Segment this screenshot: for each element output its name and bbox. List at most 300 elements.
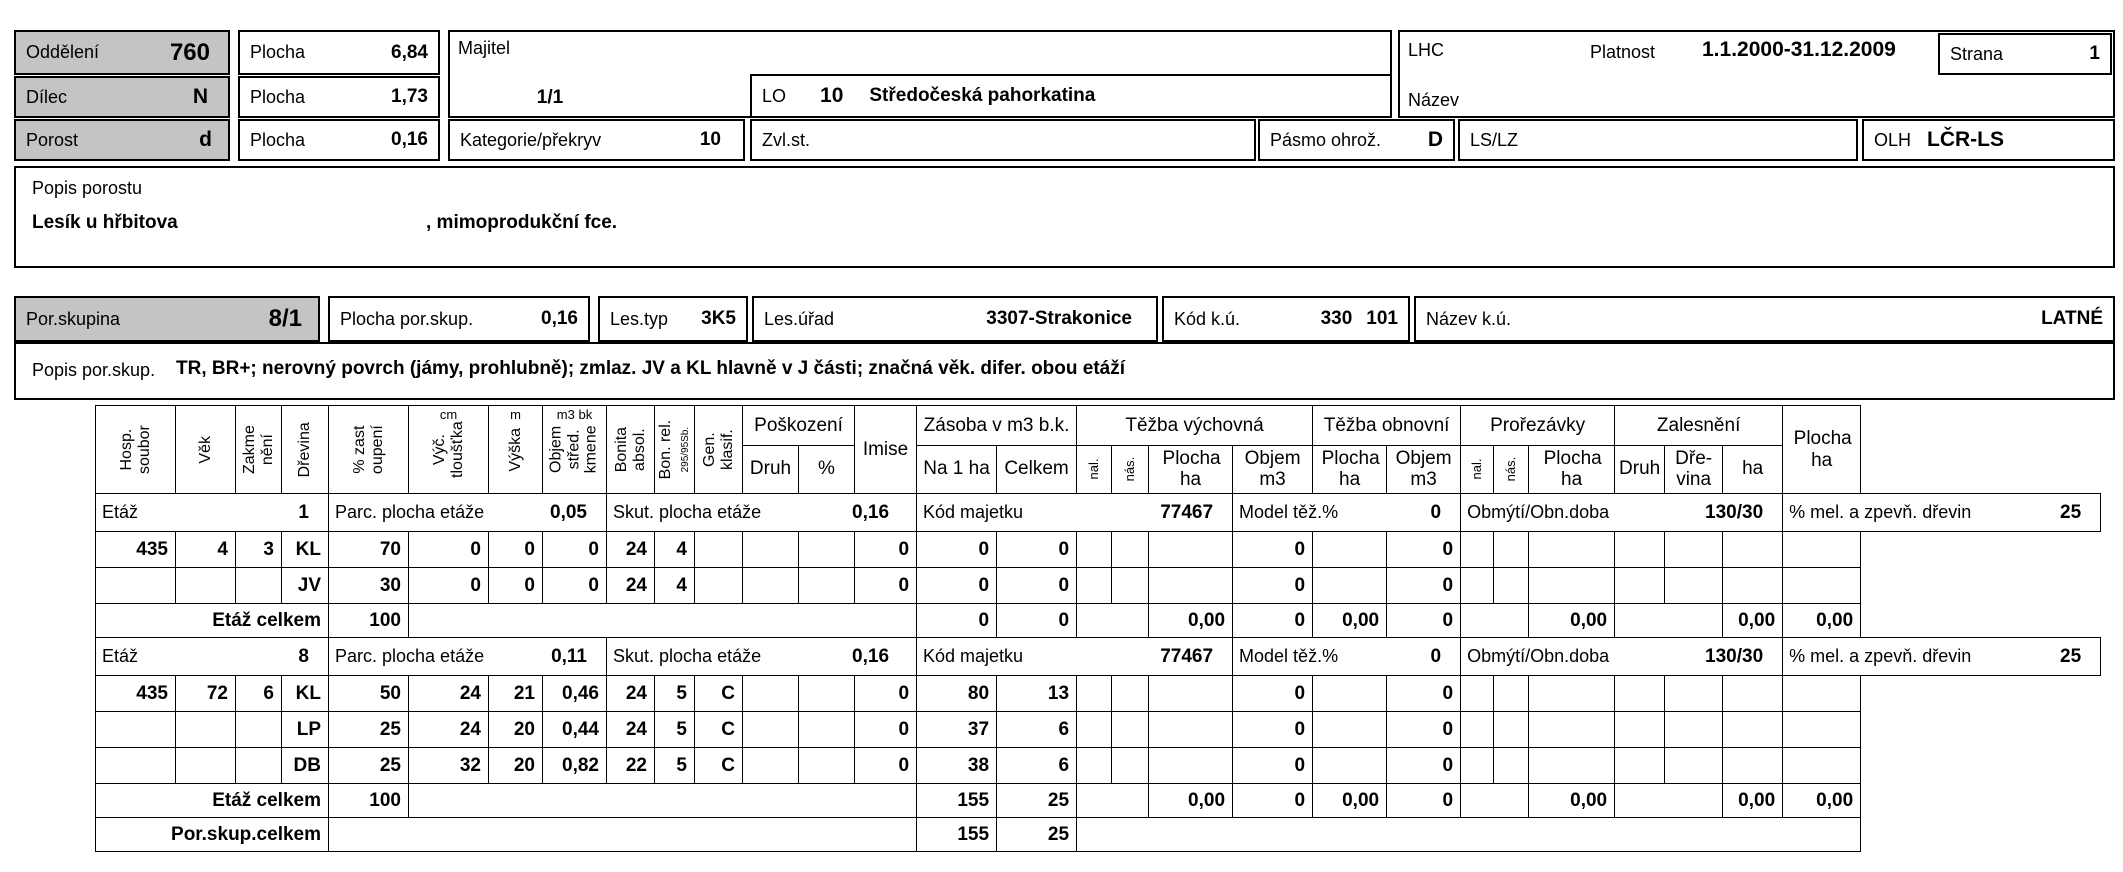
cell: 20 [489,748,543,784]
nazev-label: Název [1408,90,1460,110]
species-row [96,676,2101,712]
cell: 0,00 [1723,784,1783,818]
cell [743,748,799,784]
nazev-ku-label: Název k.ú. [1426,308,1512,329]
cell: 32 [409,748,489,784]
group-zasoba: Zásoba v m3 b.k. [917,406,1077,446]
cell: 30 [329,568,409,604]
cell: 25 [329,748,409,784]
col-celkem: Celkem [997,446,1077,494]
zvlst-label: Zvl.st. [762,129,810,150]
cell: 37 [917,712,997,748]
cell: 4 [176,532,236,568]
cell: 0 [1387,748,1461,784]
cell [1461,784,1529,818]
col-poskozeni-proc: % [799,446,855,494]
cell [1149,568,1233,604]
cell [1665,712,1723,748]
spacer [1861,568,2101,604]
cell [1615,568,1665,604]
cell: 13 [997,676,1077,712]
lo-box [750,74,1392,118]
etaz-band-row [96,638,2101,676]
col-pr-plocha: Plocha ha [1529,446,1615,494]
cell [1077,748,1112,784]
cell: 24 [409,712,489,748]
cell [176,748,236,784]
cell: 0 [1233,784,1313,818]
cell: 0 [1387,676,1461,712]
cell: 0 [855,748,917,784]
cell: 38 [917,748,997,784]
obmyti-cell: Obmýtí/Obn.doba 130/30 [1461,638,1783,676]
cell: 0,00 [1149,784,1233,818]
cell [1077,676,1112,712]
plocha-label: Plocha [250,86,306,107]
cell [1494,568,1529,604]
cell [799,748,855,784]
cell: 155 [917,784,997,818]
mel-cell: % mel. a zpevň. dřevin 25 [1783,638,2101,676]
cell [329,818,917,852]
platnost-value: 1.1.2000-31.12.2009 [1702,38,1896,61]
etaz-cell: Etáž 1 [96,494,329,532]
les-typ-label: Les.typ [610,308,669,329]
plocha-oddeleni-value: 6,84 [391,41,428,63]
col-objem-kmene: m3 bk Objem střed. kmene [543,406,607,494]
table-header-row-1 [96,406,2101,446]
cell [743,568,799,604]
spacer [1861,748,2101,784]
platnost-label: Platnost [1590,42,1656,62]
cell [1615,784,1723,818]
cell: 0 [489,532,543,568]
cell: 435 [96,532,176,568]
col-tv-objem: Objem m3 [1233,446,1313,494]
col-zal-drevina: Dře- vina [1665,446,1723,494]
species-row [96,532,2101,568]
etaz-band-row [96,494,2101,532]
cell: 3 [236,532,282,568]
cell: 24 [607,532,655,568]
group-prorezavky: Prořezávky [1461,406,1615,446]
cell [695,568,743,604]
olh-label: OLH [1874,129,1912,150]
cell: 0 [1387,784,1461,818]
cell: 0 [997,604,1077,638]
porskup-celkem-row [96,818,2101,852]
cell: 0 [855,712,917,748]
cell [1112,568,1149,604]
cell [1149,676,1233,712]
kod-ku-box [1162,296,1410,342]
cell [1077,604,1149,638]
dilec-box [14,76,230,118]
cell: 0,00 [1313,784,1387,818]
spacer [1861,604,2101,638]
dilec-label: Dílec [26,86,68,107]
les-urad-value: 3307-Strakonice [986,308,1132,329]
cell [1529,676,1615,712]
cell: 5 [655,712,695,748]
cell: C [695,748,743,784]
plocha-por-skup-value: 0,16 [541,308,578,329]
cell [1112,748,1149,784]
cell: 6 [997,748,1077,784]
popis-por-skup-text: TR, BR+; nerovný povrch (jámy, prohlubně); zmlaz. JV a KL hlavně v J části; značná věk. difer. obou etáží [176,358,1126,379]
etaz-celkem-label: Etáž celkem [96,784,329,818]
col-hosp-soubor: Hosp. soubor [96,406,176,494]
cell: 0 [855,676,917,712]
cell: 0 [1233,748,1313,784]
cell [1783,568,1861,604]
kod-ku-value-2: 101 [1366,308,1398,329]
cell [1723,712,1783,748]
drevina-cell: LP [282,712,329,748]
cell [1783,532,1861,568]
cell: 0 [1233,568,1313,604]
col-vek: Věk [176,406,236,494]
cell [1461,568,1494,604]
cell [799,676,855,712]
model-tez-cell: Model těž.% 0 [1233,494,1461,532]
cell: 0,44 [543,712,607,748]
cell [409,784,917,818]
etaz-celkem-row [96,604,2101,638]
species-row [96,712,2101,748]
cell: 24 [607,676,655,712]
oddeleni-label: Oddělení [26,42,100,62]
cell [409,604,917,638]
popis-porostu-note: , mimoprodukční fce. [426,212,618,233]
mel-cell: % mel. a zpevň. dřevin 25 [1783,494,2101,532]
popis-porostu-name: Lesík u hřbitova [32,212,178,233]
por-skupina-box [14,296,320,342]
cell [1723,676,1783,712]
cell: 0 [543,532,607,568]
cell: 0 [1387,532,1461,568]
kategorie-label: Kategorie/překryv [460,129,602,150]
cell [1149,532,1233,568]
les-urad-box [752,296,1158,342]
cell: 0,00 [1783,604,1861,638]
majitel-label: Majitel [458,38,511,58]
cell [1615,532,1665,568]
cell: 0 [997,532,1077,568]
cell [1461,604,1529,638]
cell: 0 [855,568,917,604]
species-row [96,748,2101,784]
cell: 25 [329,712,409,748]
cell [1112,532,1149,568]
cell [743,676,799,712]
group-zalesneni: Zalesnění [1615,406,1783,446]
cell: 20 [489,712,543,748]
parc-plocha-cell: Parc. plocha etáže 0,11 [329,638,607,676]
group-tezba-vychovna: Těžba výchovná [1077,406,1313,446]
pasmo-value: D [1427,128,1443,151]
cell: 5 [655,676,695,712]
strana-box [1938,33,2112,75]
col-vyska: m Výška [489,406,543,494]
col-na1ha: Na 1 ha [917,446,997,494]
cell [1665,676,1723,712]
model-tez-cell: Model těž.% 0 [1233,638,1461,676]
col-drevina: Dřevina [282,406,329,494]
cell: 6 [997,712,1077,748]
cell: 435 [96,676,176,712]
cell: 0 [409,568,489,604]
cell: C [695,676,743,712]
cell: 22 [607,748,655,784]
plocha-label: Plocha [250,129,306,150]
cell [1461,748,1494,784]
popis-por-skup-box [14,342,2115,400]
cell [1077,532,1112,568]
cell: 24 [607,568,655,604]
col-zakmeneni: Zakme nění [236,406,282,494]
zvlst-box [750,119,1256,161]
plocha-dilec-value: 1,73 [391,86,428,107]
cell: 100 [329,604,409,638]
drevina-cell: KL [282,676,329,712]
cell: 70 [329,532,409,568]
cell [1615,676,1665,712]
nazev-ku-box [1414,296,2115,342]
cell [1783,676,1861,712]
cell: 0 [1233,532,1313,568]
cell [176,568,236,604]
cell: 155 [917,818,997,852]
cell: 0 [855,532,917,568]
cell: 72 [176,676,236,712]
cell [1529,532,1615,568]
cell: 0,00 [1783,784,1861,818]
cell [1077,818,1861,852]
cell [1494,748,1529,784]
cell [1615,604,1723,638]
col-tv-nas: nás. [1112,446,1149,494]
cell: 0 [917,532,997,568]
popis-por-skup-label: Popis por.skup. [32,360,156,380]
cell [96,748,176,784]
plocha-label: Plocha [250,42,306,62]
cell: 0 [1387,568,1461,604]
cell: 4 [655,532,695,568]
por-skupina-label: Por.skupina [26,308,121,329]
col-tv-nal: nal. [1077,446,1112,494]
col-plocha-ha: Plocha ha [1783,406,1861,494]
cell [1615,712,1665,748]
cell [1665,532,1723,568]
cell: 0 [543,568,607,604]
cell [1313,712,1387,748]
kod-majetku-cell: Kód majetku 77467 [917,638,1233,676]
oddeleni-box [14,30,230,75]
majitel-value: 1/1 [536,87,564,108]
popis-porostu-label: Popis porostu [32,178,143,198]
cell [236,748,282,784]
cell [1112,676,1149,712]
cell [1665,748,1723,784]
lhc-label: LHC [1408,40,1445,60]
cell [1665,568,1723,604]
les-urad-label: Les.úřad [764,308,835,329]
cell: 0 [409,532,489,568]
col-to-objem: Objem m3 [1387,446,1461,494]
drevina-cell: KL [282,532,329,568]
dilec-value: N [192,85,208,108]
plocha-por-skup-box [328,296,590,342]
cell: 25 [997,784,1077,818]
cell [1723,568,1783,604]
cell: 5 [655,748,695,784]
cell [1077,568,1112,604]
plocha-porost-value: 0,16 [391,129,428,150]
etaz-table [95,405,2101,852]
spacer [1861,676,2101,712]
cell: 0,00 [1149,604,1233,638]
porost-box [14,119,230,161]
col-poskozeni-druh: Druh [743,446,799,494]
plocha-oddeleni-box [238,30,440,75]
col-vyc-tloustka: cm Výč. tloušťka [409,406,489,494]
cell [1313,532,1387,568]
popis-porostu-box [14,166,2115,268]
cell: 0 [1387,712,1461,748]
lo-label: LO [762,85,787,106]
cell [1461,676,1494,712]
cell: 0,00 [1529,784,1615,818]
cell [1723,532,1783,568]
spacer [1861,532,2101,568]
cell: 0 [917,604,997,638]
cell: 0 [1233,712,1313,748]
spacer [1861,784,2101,818]
kod-ku-value-1: 330 [1320,308,1353,329]
pasmo-box [1258,119,1455,161]
lo-code: 10 [820,84,844,107]
cell [96,712,176,748]
etaz-celkem-label: Etáž celkem [96,604,329,638]
cell [1615,748,1665,784]
drevina-cell: JV [282,568,329,604]
cell [1494,712,1529,748]
cell [695,532,743,568]
group-poskozeni: Poškození [743,406,855,446]
group-tezba-obnovni: Těžba obnovní [1313,406,1461,446]
cell [1313,676,1387,712]
col-zal-ha: ha [1723,446,1783,494]
cell [96,568,176,604]
olh-box [1862,119,2115,161]
pasmo-label: Pásmo ohrož. [1270,129,1382,150]
cell [1461,712,1494,748]
cell: 24 [607,712,655,748]
kategorie-box [448,119,745,161]
cell [743,712,799,748]
cell: 0 [917,568,997,604]
col-to-plocha: Plocha ha [1313,446,1387,494]
col-bonita: Bonita absol. [607,406,655,494]
cell: 4 [655,568,695,604]
skut-plocha-cell: Skut. plocha etáže 0,16 [607,638,917,676]
cell: 80 [917,676,997,712]
lslz-label: LS/LZ [1470,129,1519,150]
cell: 0,00 [1723,604,1783,638]
cell [1723,748,1783,784]
cell: 0 [997,568,1077,604]
strana-value: 1 [2089,43,2100,64]
cell [1529,568,1615,604]
col-tv-plocha: Plocha ha [1149,446,1233,494]
cell: 0,00 [1529,604,1615,638]
col-zastoupeni: % zast oupení [329,406,409,494]
cell [1529,712,1615,748]
porost-label: Porost [26,129,79,150]
cell [743,532,799,568]
les-typ-box [598,296,748,342]
kod-ku-label: Kód k.ú. [1174,308,1241,329]
les-typ-value: 3K5 [701,308,736,329]
cell [799,712,855,748]
cell: 0 [1387,604,1461,638]
cell [799,532,855,568]
cell [1494,532,1529,568]
spacer [1861,712,2101,748]
drevina-cell: DB [282,748,329,784]
col-gen-klasif: Gen. klasif. [695,406,743,494]
parc-plocha-cell: Parc. plocha etáže 0,05 [329,494,607,532]
col-imise: Imise [855,406,917,494]
cell [236,568,282,604]
cell [236,712,282,748]
spacer [1861,818,2101,852]
kategorie-value: 10 [699,129,721,150]
cell [1783,748,1861,784]
cell [1313,748,1387,784]
spacer [1861,406,2101,494]
cell: 24 [409,676,489,712]
por-skupina-value: 8/1 [268,305,302,332]
cell: 50 [329,676,409,712]
cell: 6 [236,676,282,712]
cell [176,712,236,748]
lo-name: Středočeská pahorkatina [869,85,1096,106]
cell: 0 [489,568,543,604]
cell: 0,82 [543,748,607,784]
cell: 25 [997,818,1077,852]
cell: 0,46 [543,676,607,712]
col-bon-rel: Bon. rel. 295/95Sb. [655,406,695,494]
cell [1461,532,1494,568]
cell: C [695,712,743,748]
lslz-box [1458,119,1858,161]
etaz-celkem-row [96,784,2101,818]
cell [1783,712,1861,748]
cell: 21 [489,676,543,712]
cell: 0,00 [1313,604,1387,638]
cell: 0 [1233,676,1313,712]
cell [1313,568,1387,604]
kod-majetku-cell: Kód majetku 77467 [917,494,1233,532]
skut-plocha-cell: Skut. plocha etáže 0,16 [607,494,917,532]
plocha-dilec-box [238,76,440,118]
cell [799,568,855,604]
cell [1077,784,1149,818]
obmyti-cell: Obmýtí/Obn.doba 130/30 [1461,494,1783,532]
cell [1112,712,1149,748]
